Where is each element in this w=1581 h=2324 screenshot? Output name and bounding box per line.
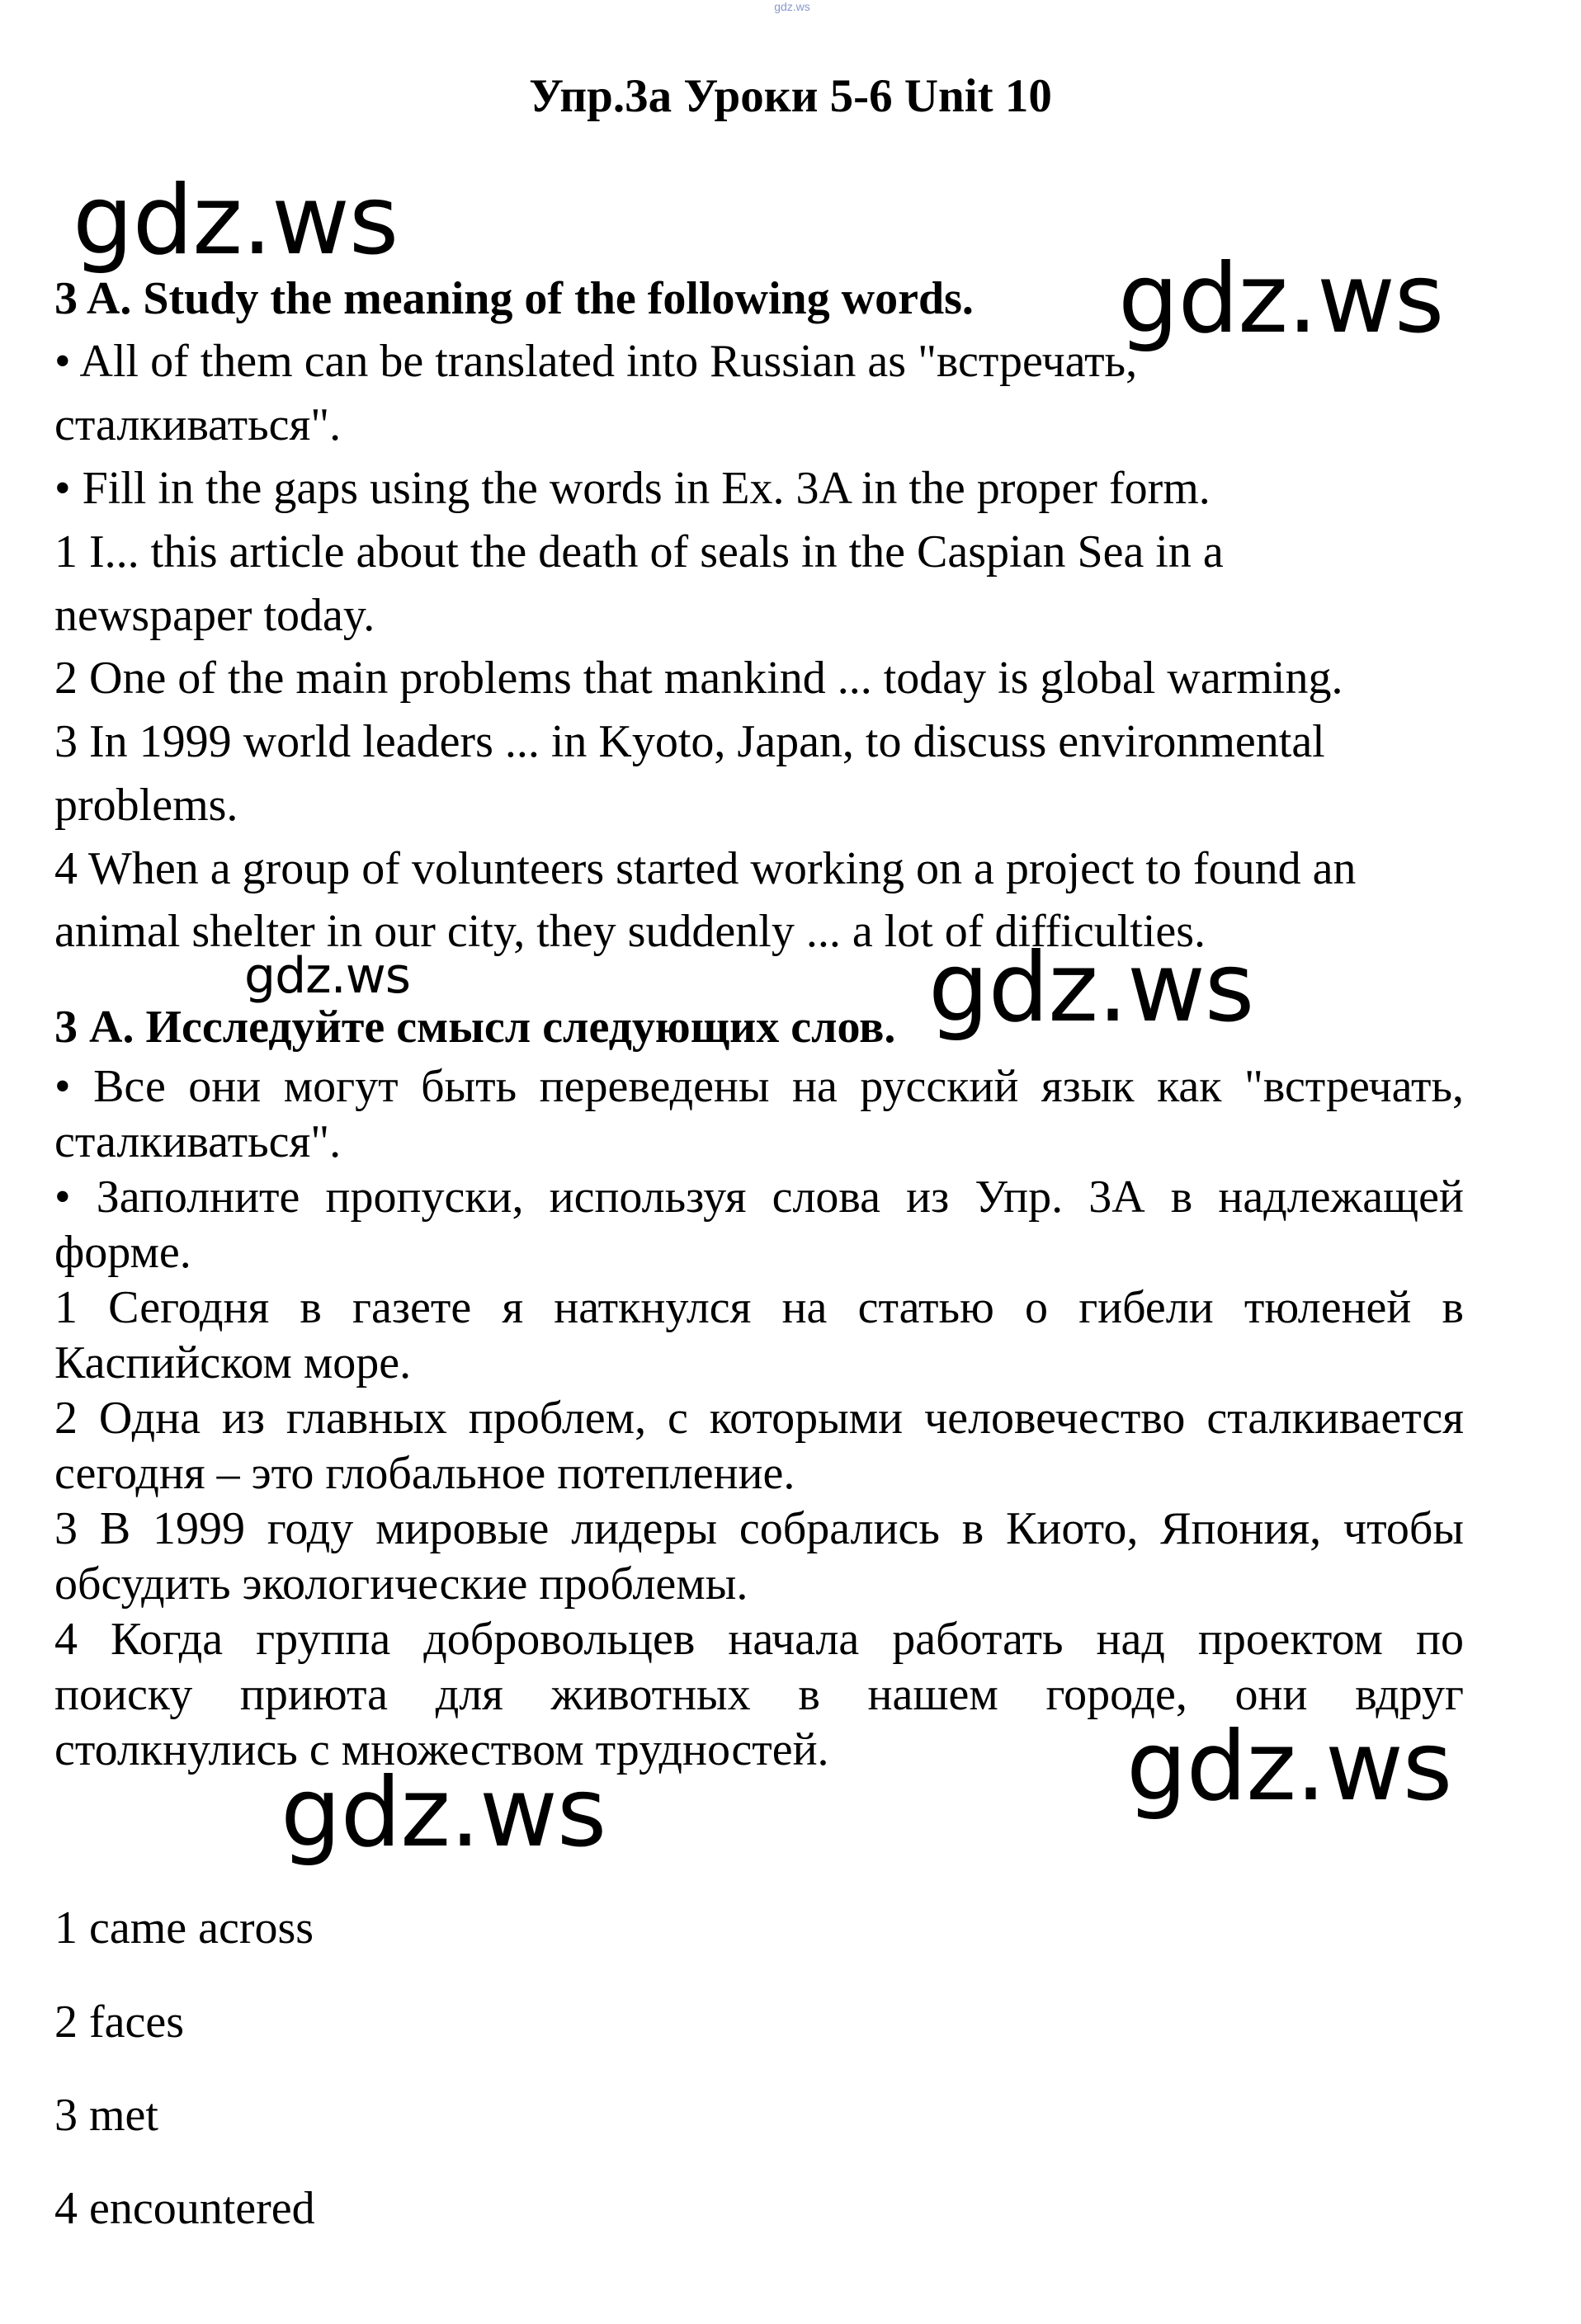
english-heading: 3 A. Study the meaning of the following words. bbox=[54, 273, 974, 324]
russian-line: столкнулись с множеством трудностей. bbox=[54, 1724, 829, 1775]
english-line: • All of them can be translated into Russian as "встречать, bbox=[54, 336, 1138, 387]
english-line: • Fill in the gaps using the words in Ex. 3A in the proper form. bbox=[54, 463, 1211, 514]
english-line: animal shelter in our city, they suddenly ... a lot of difficulties. bbox=[54, 906, 1206, 957]
watermark: gdz.ws bbox=[928, 932, 1254, 1044]
answer-item: 1 came across bbox=[54, 1902, 314, 1954]
russian-line: Каспийском море. bbox=[54, 1337, 412, 1388]
answer-item: 2 faces bbox=[54, 1996, 185, 2048]
russian-line: сталкиваться". bbox=[54, 1116, 342, 1167]
russian-line: 4 Когда группа добровольцев начала работать над проектом по bbox=[54, 1614, 1464, 1665]
english-line: 2 One of the main problems that mankind ... today is global warming. bbox=[54, 653, 1343, 704]
russian-line: 2 Одна из главных проблем, с которыми человечество сталкивается bbox=[54, 1393, 1464, 1444]
russian-line: поиску приюта для животных в нашем городе, они вдруг bbox=[54, 1669, 1464, 1720]
russian-line: форме. bbox=[54, 1227, 191, 1278]
answer-item: 4 encountered bbox=[54, 2183, 315, 2234]
english-line: 3 In 1999 world leaders ... in Kyoto, Japan, to discuss environmental bbox=[54, 716, 1325, 767]
site-mark: gdz.ws bbox=[774, 0, 810, 13]
watermark: gdz.ws bbox=[281, 1757, 606, 1869]
page-title: Упр.3а Уроки 5-6 Unit 10 bbox=[529, 70, 1052, 122]
russian-line: • Все они могут быть переведены на русский язык как "встречать, bbox=[54, 1061, 1464, 1112]
english-line: newspaper today. bbox=[54, 590, 375, 641]
english-line: 4 When a group of volunteers started working on a project to found an bbox=[54, 843, 1357, 894]
russian-line: сегодня – это глобальное потепление. bbox=[54, 1448, 795, 1499]
watermark: gdz.ws bbox=[1118, 243, 1444, 355]
russian-line: обсудить экологические проблемы. bbox=[54, 1558, 748, 1610]
watermark: gdz.ws bbox=[1126, 1711, 1452, 1822]
answer-item: 3 met bbox=[54, 2090, 158, 2141]
russian-line: • Заполните пропуски, используя слова из Упр. 3А в надлежащей bbox=[54, 1171, 1464, 1223]
watermark: gdz.ws bbox=[244, 947, 411, 1005]
russian-heading: 3 А. Исследуйте смысл следующих слов. bbox=[54, 1002, 896, 1053]
english-line: 1 I... this article about the death of seals in the Caspian Sea in a bbox=[54, 526, 1224, 577]
russian-line: 3 В 1999 году мировые лидеры собрались в Киото, Япония, чтобы bbox=[54, 1503, 1464, 1554]
english-line: problems. bbox=[54, 780, 238, 831]
english-line: сталкиваться". bbox=[54, 399, 342, 450]
russian-line: 1 Сегодня в газете я наткнулся на статью о гибели тюленей в bbox=[54, 1282, 1464, 1333]
watermark: gdz.ws bbox=[73, 165, 399, 276]
